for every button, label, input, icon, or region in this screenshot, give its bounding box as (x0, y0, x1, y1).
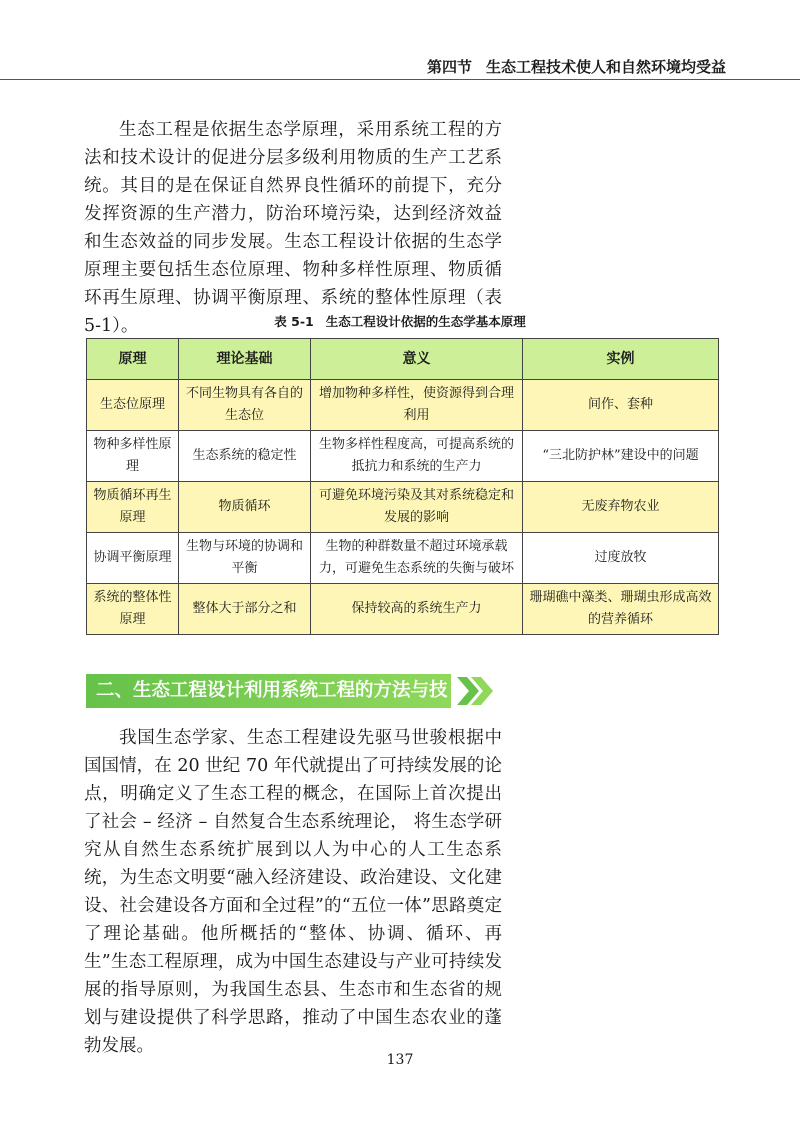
table-row (87, 533, 719, 584)
intro-paragraph: 生态工程是依据生态学原理，采用系统工程的方法和技术设计的促进分层多级利用物质的生产工艺系统。其目的是在保证自然界良性循环的前提下，充分发挥资源的生产潜力，防治环境污染，达到经济效益和生态效益的同步发展。生态工程设计依据的生态学原理主要包括生态位原理、物种多样性原理、物质循环再生原理、协调平衡原理、系统的整体性原理（表 5-1）。 (84, 120, 502, 336)
cell-basis: 生态系统的稳定性 (179, 431, 311, 482)
cell-principle: 系统的整体性原理 (87, 584, 179, 635)
table-row (87, 584, 719, 635)
cell-significance: 生物多样性程度高，可提高系统的抵抗力和系统的生产力 (311, 431, 523, 482)
header-principle: 原理 (87, 339, 179, 380)
double-chevron-right-icon (455, 674, 495, 708)
cell-basis: 不同生物具有各自的生态位 (179, 380, 311, 431)
cell-example: “三北防护林”建设中的问题 (523, 431, 719, 482)
table-row (87, 431, 719, 482)
cell-example: 间作、套种 (523, 380, 719, 431)
cell-example: 过度放牧 (523, 533, 719, 584)
page-number: 137 (386, 1052, 414, 1068)
cell-principle: 物质循环再生原理 (87, 482, 179, 533)
running-head (0, 56, 726, 77)
table-caption (0, 312, 800, 330)
cell-significance: 可避免环境污染及其对系统稳定和发展的影响 (311, 482, 523, 533)
table-row (87, 380, 719, 431)
header-basis: 理论基础 (179, 339, 311, 380)
table-title: 生态工程设计依据的生态学基本原理 (325, 314, 526, 329)
cell-significance: 保持较高的系统生产力 (311, 584, 523, 635)
cell-basis: 整体大于部分之和 (179, 584, 311, 635)
cell-principle: 协调平衡原理 (87, 533, 179, 584)
cell-principle: 生态位原理 (87, 380, 179, 431)
section-heading: 二、生态工程设计利用系统工程的方法与技术 (86, 674, 451, 708)
cell-basis: 生物与环境的协调和平衡 (179, 533, 311, 584)
cell-example: 无废弃物农业 (523, 482, 719, 533)
cell-principle: 物种多样性原理 (87, 431, 179, 482)
cell-significance: 增加物种多样性，使资源得到合理利用 (311, 380, 523, 431)
header-example: 实例 (523, 339, 719, 380)
section-number: 第四节 (426, 58, 472, 76)
table-label: 表 5-1 (274, 314, 314, 329)
body-paragraph: 我国生态学家、生态工程建设先驱马世骏根据中国国情，在 20 世纪 70 年代就提出了可持续发展的论点，明确定义了生态工程的概念，在国际上首次提出了社会 – 经济 – 自然复合生态系统理论， 将生态学研究从自然生态系统扩展到以人为中心的人工生态系统，为生态文明要“融入经济建设、政治建设、文化建设、社会建设各方面和全过程”的“五位一体”思路奠定了理论基础。他所概括的“整体、协调、循环、再生”生态工程原理，成为中国生态建设与产业可持续发展的指导原则，为我国生态县、生态市和生态省的规划与建设提供了科学思路，推动了中国生态农业的蓬勃发展。 (84, 728, 502, 1056)
table-row (87, 482, 719, 533)
cell-basis: 物质循环 (179, 482, 311, 533)
cell-example: 珊瑚礁中藻类、珊瑚虫形成高效的营养循环 (523, 584, 719, 635)
table-header-row (87, 339, 719, 380)
cell-significance: 生物的种群数量不超过环境承载力，可避免生态系统的失衡与破坏 (311, 533, 523, 584)
header-significance: 意义 (311, 339, 523, 380)
section-title: 生态工程技术使人和自然环境均受益 (485, 58, 726, 76)
header-rule (0, 79, 800, 80)
principles-table (86, 338, 719, 635)
